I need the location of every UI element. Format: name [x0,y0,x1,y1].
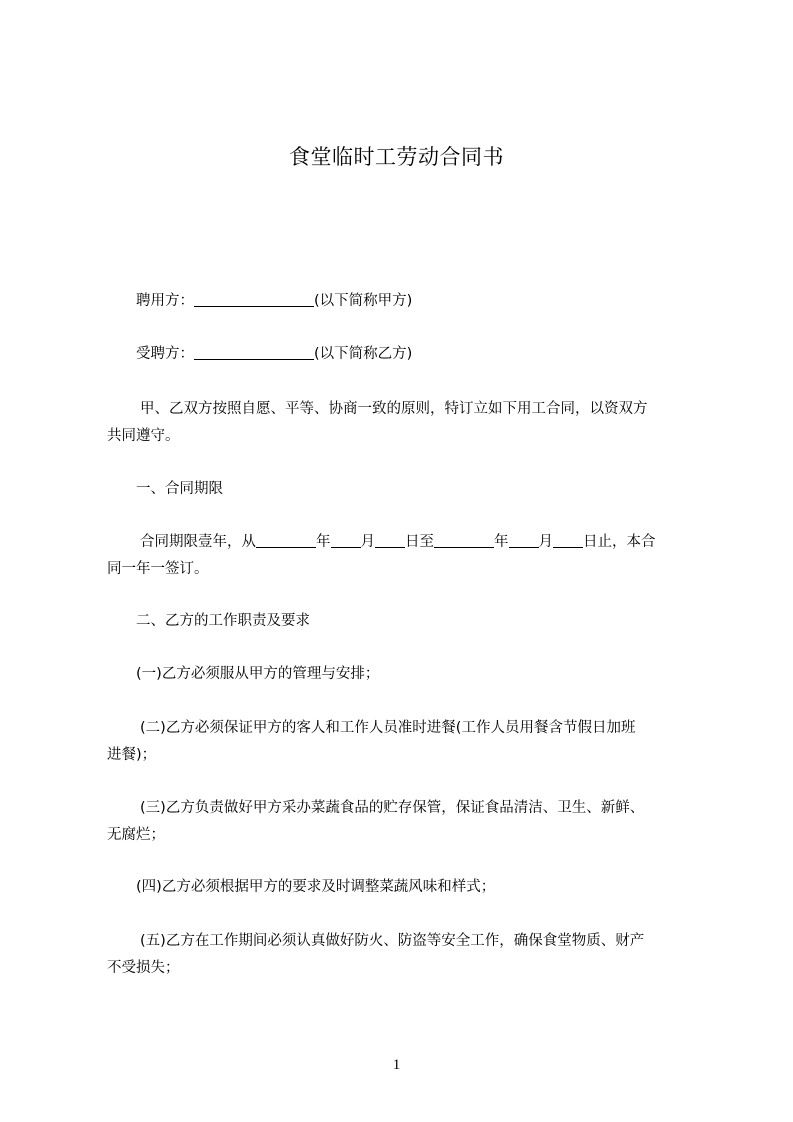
term-year2: 年 [494,534,509,550]
employee-note: (以下简称乙方) [314,346,413,362]
term-year1: 年 [316,534,331,550]
document-title: 食堂临时工劳动合同书 [289,145,504,169]
term-day2: 日止，本合 [583,534,656,550]
start-year-blank [256,532,316,548]
item-1: (一)乙方必须服从甲方的管理与安排； [136,666,380,682]
item-5-line-1: (五)乙方在工作期间必须认真做好防火、防盗等安全工作，确保食堂物质、财产 [140,933,645,949]
term-month2: 月 [538,534,553,550]
start-day-blank [375,532,405,548]
employee-label: 受聘方： [136,346,194,362]
employer-line [136,286,736,316]
term-prefix: 合同期限壹年，从 [140,534,256,550]
term-line-1 [140,527,740,557]
intro-line-2: 共同遵守。 [107,428,180,444]
employer-note: (以下简称甲方) [314,293,413,309]
employee-line [136,339,736,369]
employer-blank [194,291,314,307]
start-month-blank [331,532,361,548]
employer-label: 聘用方： [136,293,194,309]
section2-heading: 二、乙方的工作职责及要求 [136,613,310,629]
section1-heading: 一、合同期限 [136,481,223,497]
end-day-blank [553,532,583,548]
end-year-blank [434,532,494,548]
end-month-blank [509,532,539,548]
item-3-line-2: 无腐烂； [107,827,165,843]
employee-blank [194,344,314,360]
item-2-line-1: (二)乙方必须保证甲方的客人和工作人员准时进餐(工作人员用餐含节假日加班 [140,720,636,736]
term-line-2: 同一年一签订。 [107,561,209,577]
item-5-line-2: 不受损失； [107,960,180,976]
item-4: (四)乙方必须根据甲方的要求及时调整菜蔬风味和样式； [136,879,496,895]
item-2-line-2: 进餐)； [107,747,157,763]
term-month1: 月 [360,534,375,550]
page-number: 1 [392,1057,401,1073]
term-day1: 日至 [405,534,434,550]
item-3-line-1: (三)乙方负责做好甲方采办菜蔬食品的贮存保管，保证食品清洁、卫生、新鲜、 [140,800,645,816]
intro-line-1: 甲、乙双方按照自愿、平等、协商一致的原则，特订立如下用工合同，以资双方 [140,401,648,417]
